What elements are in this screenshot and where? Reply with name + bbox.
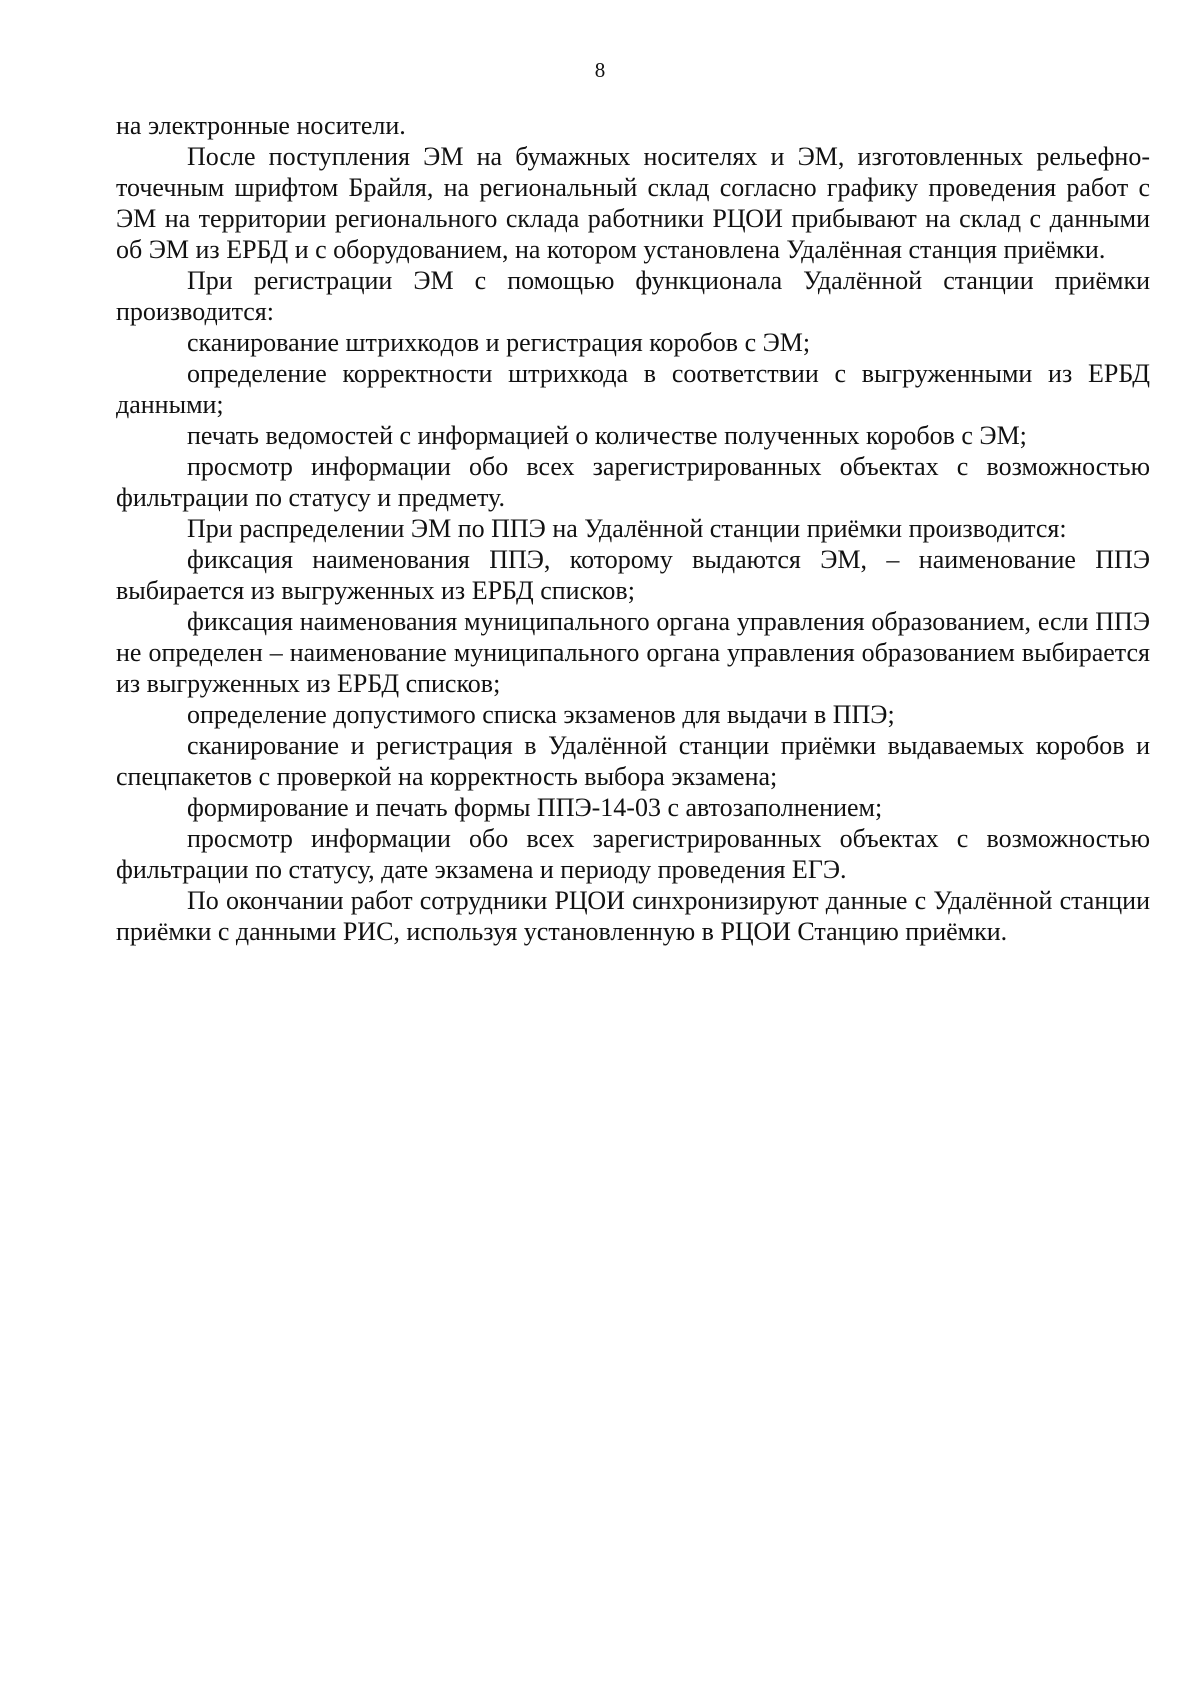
paragraph-registration-intro: При регистрации ЭМ с помощью функционала Удалённой станции приёмки производится: xyxy=(116,266,1150,326)
paragraph-continuation: на электронные носители. xyxy=(116,111,406,140)
paragraph-arrival-of-materials: После поступления ЭМ на бумажных носителях и ЭМ, изготовленных рельефно-точечным шрифтом Брайля, на региональный склад согласно графику проведения работ с ЭМ на территории регионального склада работники РЦОИ прибывают на склад с данными об ЭМ из ЕРБД и с оборудованием, на котором установлена Удалённая станция приёмки. xyxy=(116,142,1150,264)
paragraph-synchronization: По окончании работ сотрудники РЦОИ синхронизируют данные с Удалённой станции приёмки с данными РИС, используя установленную в РЦОИ Станцию приёмки. xyxy=(116,886,1150,946)
list-item-scan-issued-boxes: сканирование и регистрация в Удалённой станции приёмки выдаваемых коробов и спецпакетов с проверкой на корректность выбора экзамена; xyxy=(116,731,1150,791)
list-item-print-form: формирование и печать формы ППЭ-14-03 с автозаполнением; xyxy=(187,793,883,822)
list-item-print-statements: печать ведомостей с информацией о количестве полученных коробов с ЭМ; xyxy=(187,421,1027,450)
list-item-barcode-scanning: сканирование штрихкодов и регистрация коробов с ЭМ; xyxy=(187,328,811,357)
page-number: 8 xyxy=(594,58,606,82)
document-body xyxy=(116,110,1150,947)
list-item-view-objects-filter: просмотр информации обо всех зарегистрированных объектах с возможностью фильтрации по статусу, дате экзамена и периоду проведения ЕГЭ. xyxy=(116,824,1150,884)
list-item-view-objects: просмотр информации обо всех зарегистрированных объектах с возможностью фильтрации по статусу и предмету. xyxy=(116,452,1150,512)
list-item-fix-municipal-body: фиксация наименования муниципального органа управления образованием, если ППЭ не определен – наименование муниципального органа управления образованием выбирается из выгруженных из ЕРБД списков; xyxy=(116,607,1150,698)
list-item-fix-ppe-name: фиксация наименования ППЭ, которому выдаются ЭМ, – наименование ППЭ выбирается из выгруженных из ЕРБД списков; xyxy=(116,545,1150,605)
paragraph-distribution-intro: При распределении ЭМ по ППЭ на Удалённой станции приёмки производится: xyxy=(187,514,1067,543)
list-item-barcode-validation: определение корректности штрихкода в соответствии с выгруженными из ЕРБД данными; xyxy=(116,359,1150,419)
list-item-allowed-exams: определение допустимого списка экзаменов для выдачи в ППЭ; xyxy=(187,700,895,729)
